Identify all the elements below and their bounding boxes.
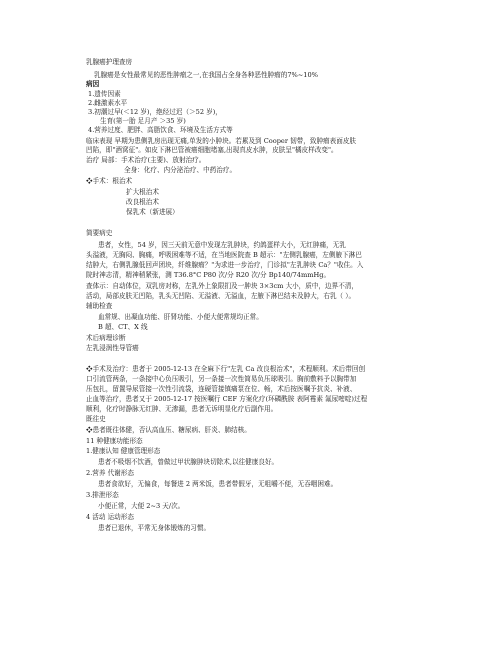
history-line: 头溢液，无胸闷、胸痛，呼吸困难等不适，在当地医院查 B 超示："左侧乳腺癌，左侧腋下淋巴 [86,251,362,259]
list-item: 改良根治术 [126,198,159,206]
doc-title: 乳腺癌护理查房 [86,58,133,66]
gordon-item-heading: 2.营养 代谢形态 [86,469,134,477]
history-line: 结肿大，右侧乳腺低回声团块，纤维腺瘤？"为求进一步治疗，门诊拟"左乳肿块 Ca？"收住。入 [86,261,364,269]
treatment-line-1: 治疗 局部：手术治疗(主要)、放射治疗。 [86,156,206,164]
history-line: 活动，局部皮肤无凹陷，乳头无凹陷、无溢液、无溢血，左腋下淋巴结未及肿大，右乳（ ）。 [86,292,356,300]
gordon-item-heading: 1.健康认知 健康管理形态 [86,447,161,455]
operation-line: ❖手术及治疗：患者于 2005-12-13 在全麻下行"左乳 Ca 改良根治术"，术程顺利。术后带回创 [86,365,366,373]
aux-item: B 超、CT、X 线 [98,323,148,331]
list-item: 生育(第一胎 足月产 ＞35 岁) [100,117,186,125]
pathology-heading: 术后病理诊断 [86,334,126,342]
aux-item: 血常规、出凝血功能、肝肾功能、小便大便常规均正常。 [98,313,263,321]
intro-paragraph: 乳腺癌是女性最常见的恶性肿瘤之一,在我国占全身各种恶性肿瘤的7%~10% [94,71,318,79]
clinical-line-1: 临床表现 早期为患侧乳房出现无痛,单发的小肿块。若累及到 Cooper 韧带，致肿瘤表面皮肤 [86,137,357,145]
history-line: 查体示：自动体位，双乳房对称，左乳外上象限扪及一肿块 3×3cm 大小，质中，边界不清， [86,282,359,290]
clinical-line-2: 凹陷，即"酒窝征"。如皮下淋巴管被癌细胞堵塞,出现真皮水肿，皮肤呈"橘皮样改变"。 [86,146,338,154]
operation-line: 顺利，化疗时静脉无红肿、无渗漏，患者无诉明显化疗后副作用。 [86,405,278,413]
list-item: 4.营养过度、肥胖、高脂饮食、环境及生活方式等 [88,126,233,134]
pathology-value: 左乳浸润性导管癌 [86,344,139,352]
list-item: 1.遗传因素 [88,90,121,98]
gordon-item-heading: 4 活动 运动形态 [86,513,134,521]
list-item: 扩大根治术 [126,188,159,196]
list-item: 3.初潮过早(＜12 岁)，绝经过迟（＞52 岁)， [88,108,222,116]
gordon-item-value: 小便正常，大便 2~3 天/次。 [98,502,185,510]
gordon-heading: 11 种健康功能形态 [86,437,143,445]
surgery-heading: ❖手术：根治术 [86,177,133,185]
history-heading: 简要病史 [86,229,113,237]
gordon-item-heading: 3.排泄形态 [86,491,119,499]
past-history-heading: 既往史 [86,415,106,423]
operation-line: 止血等治疗，患者又于 2005-12-17 按医嘱行 CEF 方案化疗(环磷酰胺 表阿霉素 氟尿嘧啶)过程 [86,395,368,403]
list-item: 2.雌激素水平 [88,99,128,107]
past-history-value: ❖患者既往体健，否认高血压、糖尿病、肝炎、肺结核。 [86,426,251,434]
treatment-line-2: 全身：化疗、内分泌治疗、中药治疗。 [124,166,237,174]
history-line: 院时神志清，精神稍紧张，测 T36.8°C P80 次/分 R20 次/分 Bp140/74mmHg。 [86,271,331,279]
gordon-item-value: 患者已退休，平常无身体锻炼的习惯。 [98,524,211,532]
history-line: 患者，女性，54 岁，因三天前无意中发现左乳肿块，约鸽蛋样大小，无红肿痛，无乳 [98,241,346,249]
gordon-item-value: 患者不吸烟不饮酒，曾做过甲状腺肿块切除术,以往健康良好。 [98,458,279,466]
gordon-item-value: 患者食欲好，无偏食，每餐进 2 两米饭，患者带假牙，无咀嚼不便，无吞咽困难。 [98,480,338,488]
aux-heading: 辅助检查 [86,302,113,310]
list-item: 保乳术（新进展） [126,208,179,216]
operation-line: 压包扎，留置导尿管接一次性引流袋，连硬管接镇痛泵在位、畅，术后按医嘱予抗炎、补液、 [86,385,357,393]
etiology-heading: 病因 [86,80,100,88]
operation-line: 口引流管两条，一条接中心负压吸引，另一条接一次性简易负压球吸引。胸前敷料予以胸带加 [86,375,357,383]
